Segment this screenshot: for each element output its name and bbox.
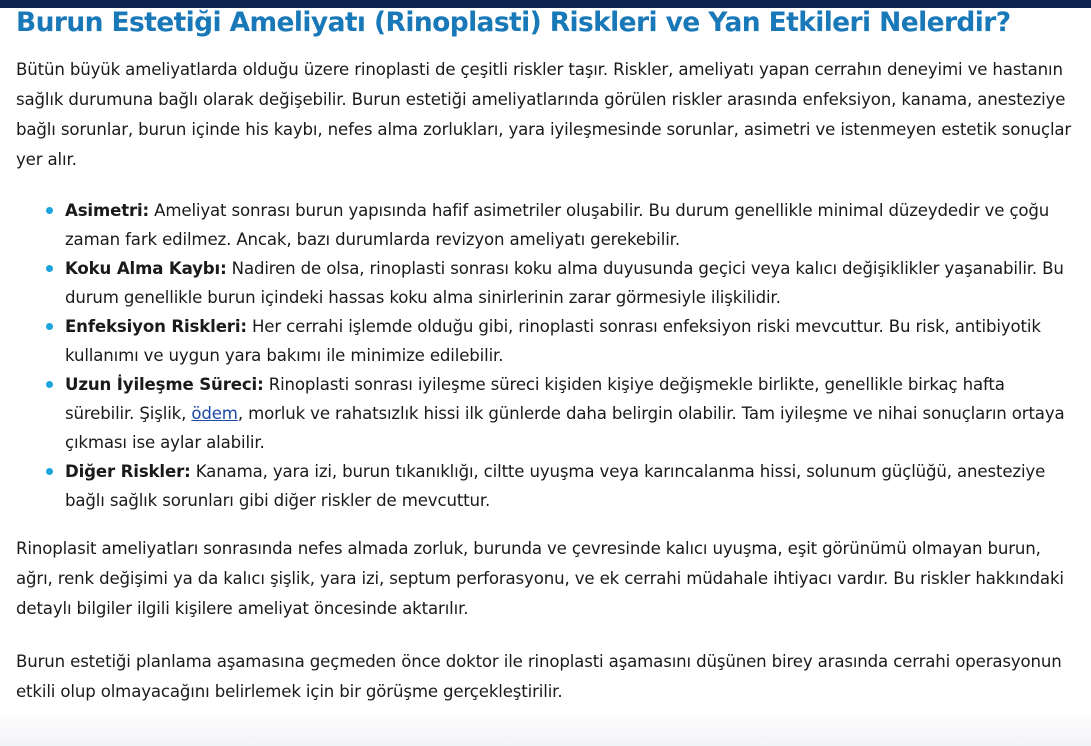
risk-term: Asimetri:	[65, 201, 150, 220]
bullet-dot-icon	[46, 468, 53, 475]
bullet-dot-icon	[46, 323, 53, 330]
risk-description-start: Rinoplasti sonrası iyileşme süreci kişiden kişiye değişmekle birlikte, genellikle birkaç hafta sürebilir. Şişlik,	[65, 375, 1005, 423]
risk-term: Uzun İyileşme Süreci:	[65, 375, 264, 394]
list-item	[65, 254, 1078, 312]
list-item	[65, 196, 1078, 254]
bottom-fade	[0, 708, 1091, 746]
odem-link[interactable]: ödem	[191, 404, 238, 423]
list-item	[65, 370, 1078, 457]
bullet-dot-icon	[46, 207, 53, 214]
article-heading: Burun Estetiği Ameliyatı (Rinoplasti) Riskleri ve Yan Etkileri Nelerdir?	[16, 7, 1011, 38]
risk-term: Enfeksiyon Riskleri:	[65, 317, 247, 336]
risk-description: Ameliyat sonrası burun yapısında hafif asimetriler oluşabilir. Bu durum genellikle minimal düzeydedir ve çoğu zaman fark edilmez. Ancak, bazı durumlarda revizyon ameliyatı gerekebilir.	[65, 201, 1050, 249]
bullet-dot-icon	[46, 265, 53, 272]
risk-description: Her cerrahi işlemde olduğu gibi, rinoplasti sonrası enfeksiyon riski mevcuttur. Bu risk, antibiyotik kullanımı ve uygun yara bakımı ile minimize edilebilir.	[65, 317, 1041, 365]
risk-term: Koku Alma Kaybı:	[65, 259, 227, 278]
risk-term: Diğer Riskler:	[65, 462, 191, 481]
risk-description: Nadiren de olsa, rinoplasti sonrası koku alma duyusunda geçici veya kalıcı değişiklikler yaşanabilir. Bu durum genellikle burun içindeki hassas koku alma sinirlerinin zarar görmesiyle ilişkilidir.	[65, 259, 1064, 307]
risk-description-end: , morluk ve rahatsızlık hissi ilk günlerde daha belirgin olabilir. Tam iyileşme ve nihai sonuçların ortaya çıkması ise aylar alabilir.	[65, 404, 1065, 452]
list-item	[65, 457, 1078, 515]
intro-paragraph: Bütün büyük ameliyatlarda olduğu üzere rinoplasti de çeşitli riskler taşır. Riskler, ameliyatı yapan cerrahın deneyimi ve hastanın sağlık durumuna bağlı olarak değişebilir. Burun estetiği ameliyatlarında görülen riskler arasında enfeksiyon, kanama, anesteziye bağlı sorunlar, burun içinde his kaybı, nefes alma zorlukları, yara iyileşmesinde sorunlar, asimetri ve istenmeyen estetik sonuçlar yer alır.	[16, 60, 1072, 169]
paragraph-consultation: Burun estetiği planlama aşamasına geçmeden önce doktor ile rinoplasti aşamasını düşünen birey arasında cerrahi operasyonun etkili olup olmayacağını belirlemek için bir görüşme gerçekleştirilir.	[16, 652, 1062, 701]
risk-list	[16, 196, 1078, 515]
list-item	[65, 312, 1078, 370]
bullet-dot-icon	[46, 381, 53, 388]
paragraph-risks-summary: Rinoplasit ameliyatları sonrasında nefes almada zorluk, burunda ve çevresinde kalıcı uyuşma, eşit görünümü olmayan burun, ağrı, renk değişimi ya da kalıcı şişlik, yara izi, septum perforasyonu, ve ek cerrahi müdahale ihtiyacı vardır. Bu riskler hakkındaki detaylı bilgiler ilgili kişilere ameliyat öncesinde aktarılır.	[16, 539, 1064, 618]
risk-description: Kanama, yara izi, burun tıkanıklığı, ciltte uyuşma veya karıncalanma hissi, solunum güçlüğü, anesteziye bağlı sağlık sorunları gibi diğer riskler de mevcuttur.	[65, 462, 1046, 510]
